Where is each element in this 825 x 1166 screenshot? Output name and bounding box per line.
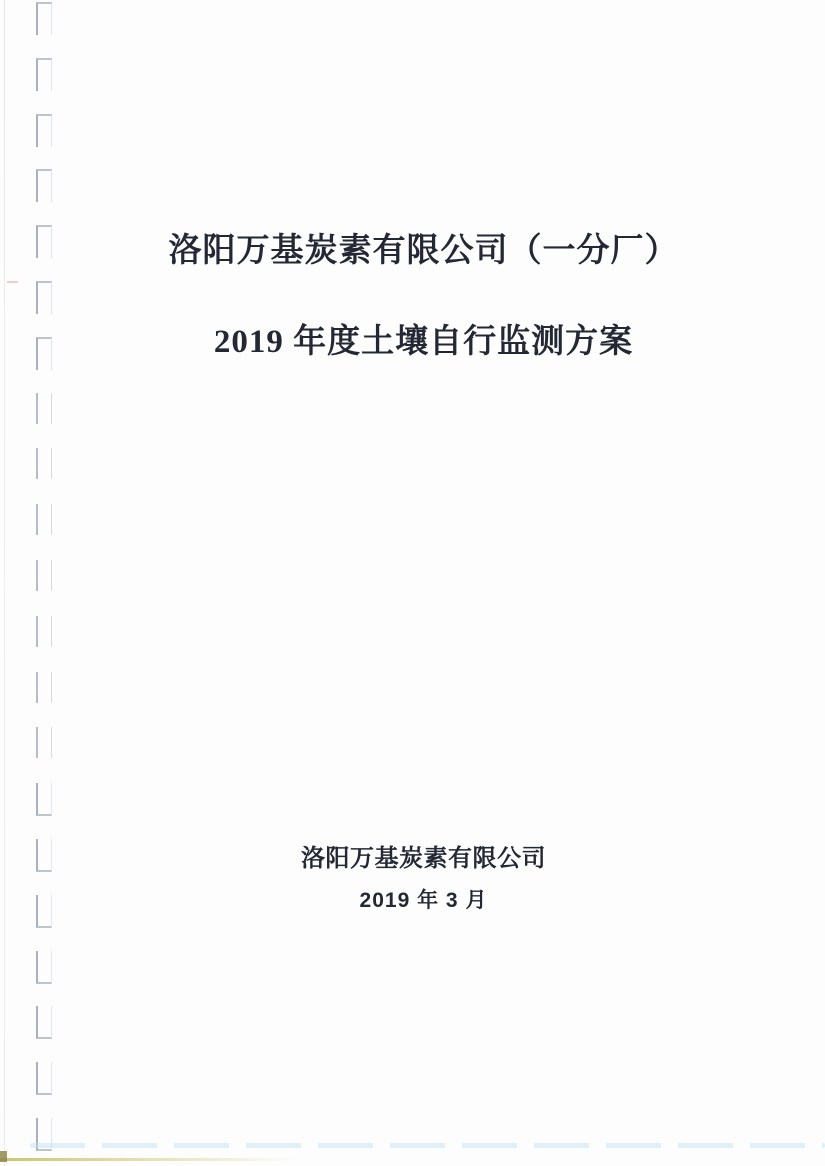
binding-hole-mark: [36, 783, 52, 816]
scan-artifact-yellow-line: [0, 1158, 300, 1161]
binding-hole-mark: [36, 504, 52, 535]
binding-hole-mark: [36, 393, 52, 424]
binding-hole-mark: [36, 281, 52, 314]
binding-hole-mark: [36, 616, 52, 647]
binding-hole-mark: [36, 448, 52, 479]
binding-marks: [0, 0, 60, 1166]
binding-hole-mark: [36, 1006, 52, 1039]
binding-hole-mark: [36, 2, 52, 35]
binding-hole-mark: [36, 672, 52, 703]
scan-artifact-blue-line: [30, 1143, 825, 1148]
binding-hole-mark: [36, 114, 52, 147]
document-title-line2: 2019 年度土壤自行监测方案: [213, 324, 634, 360]
scan-artifact-corner-spot: [0, 1151, 7, 1162]
binding-hole-mark: [36, 58, 52, 91]
document-title-line1: 洛阳万基炭素有限公司（一分厂）: [168, 233, 679, 269]
binding-hole-mark: [36, 169, 52, 202]
binding-hole-mark: [36, 1062, 52, 1095]
footer-company-name: 洛阳万基炭素有限公司: [301, 846, 546, 872]
scan-artifact-pink-speck: [7, 281, 18, 283]
binding-hole-mark: [36, 560, 52, 591]
footer-date: 2019 年 3 月: [359, 889, 488, 912]
binding-hole-mark: [36, 951, 52, 984]
binding-hole-mark: [36, 727, 52, 758]
